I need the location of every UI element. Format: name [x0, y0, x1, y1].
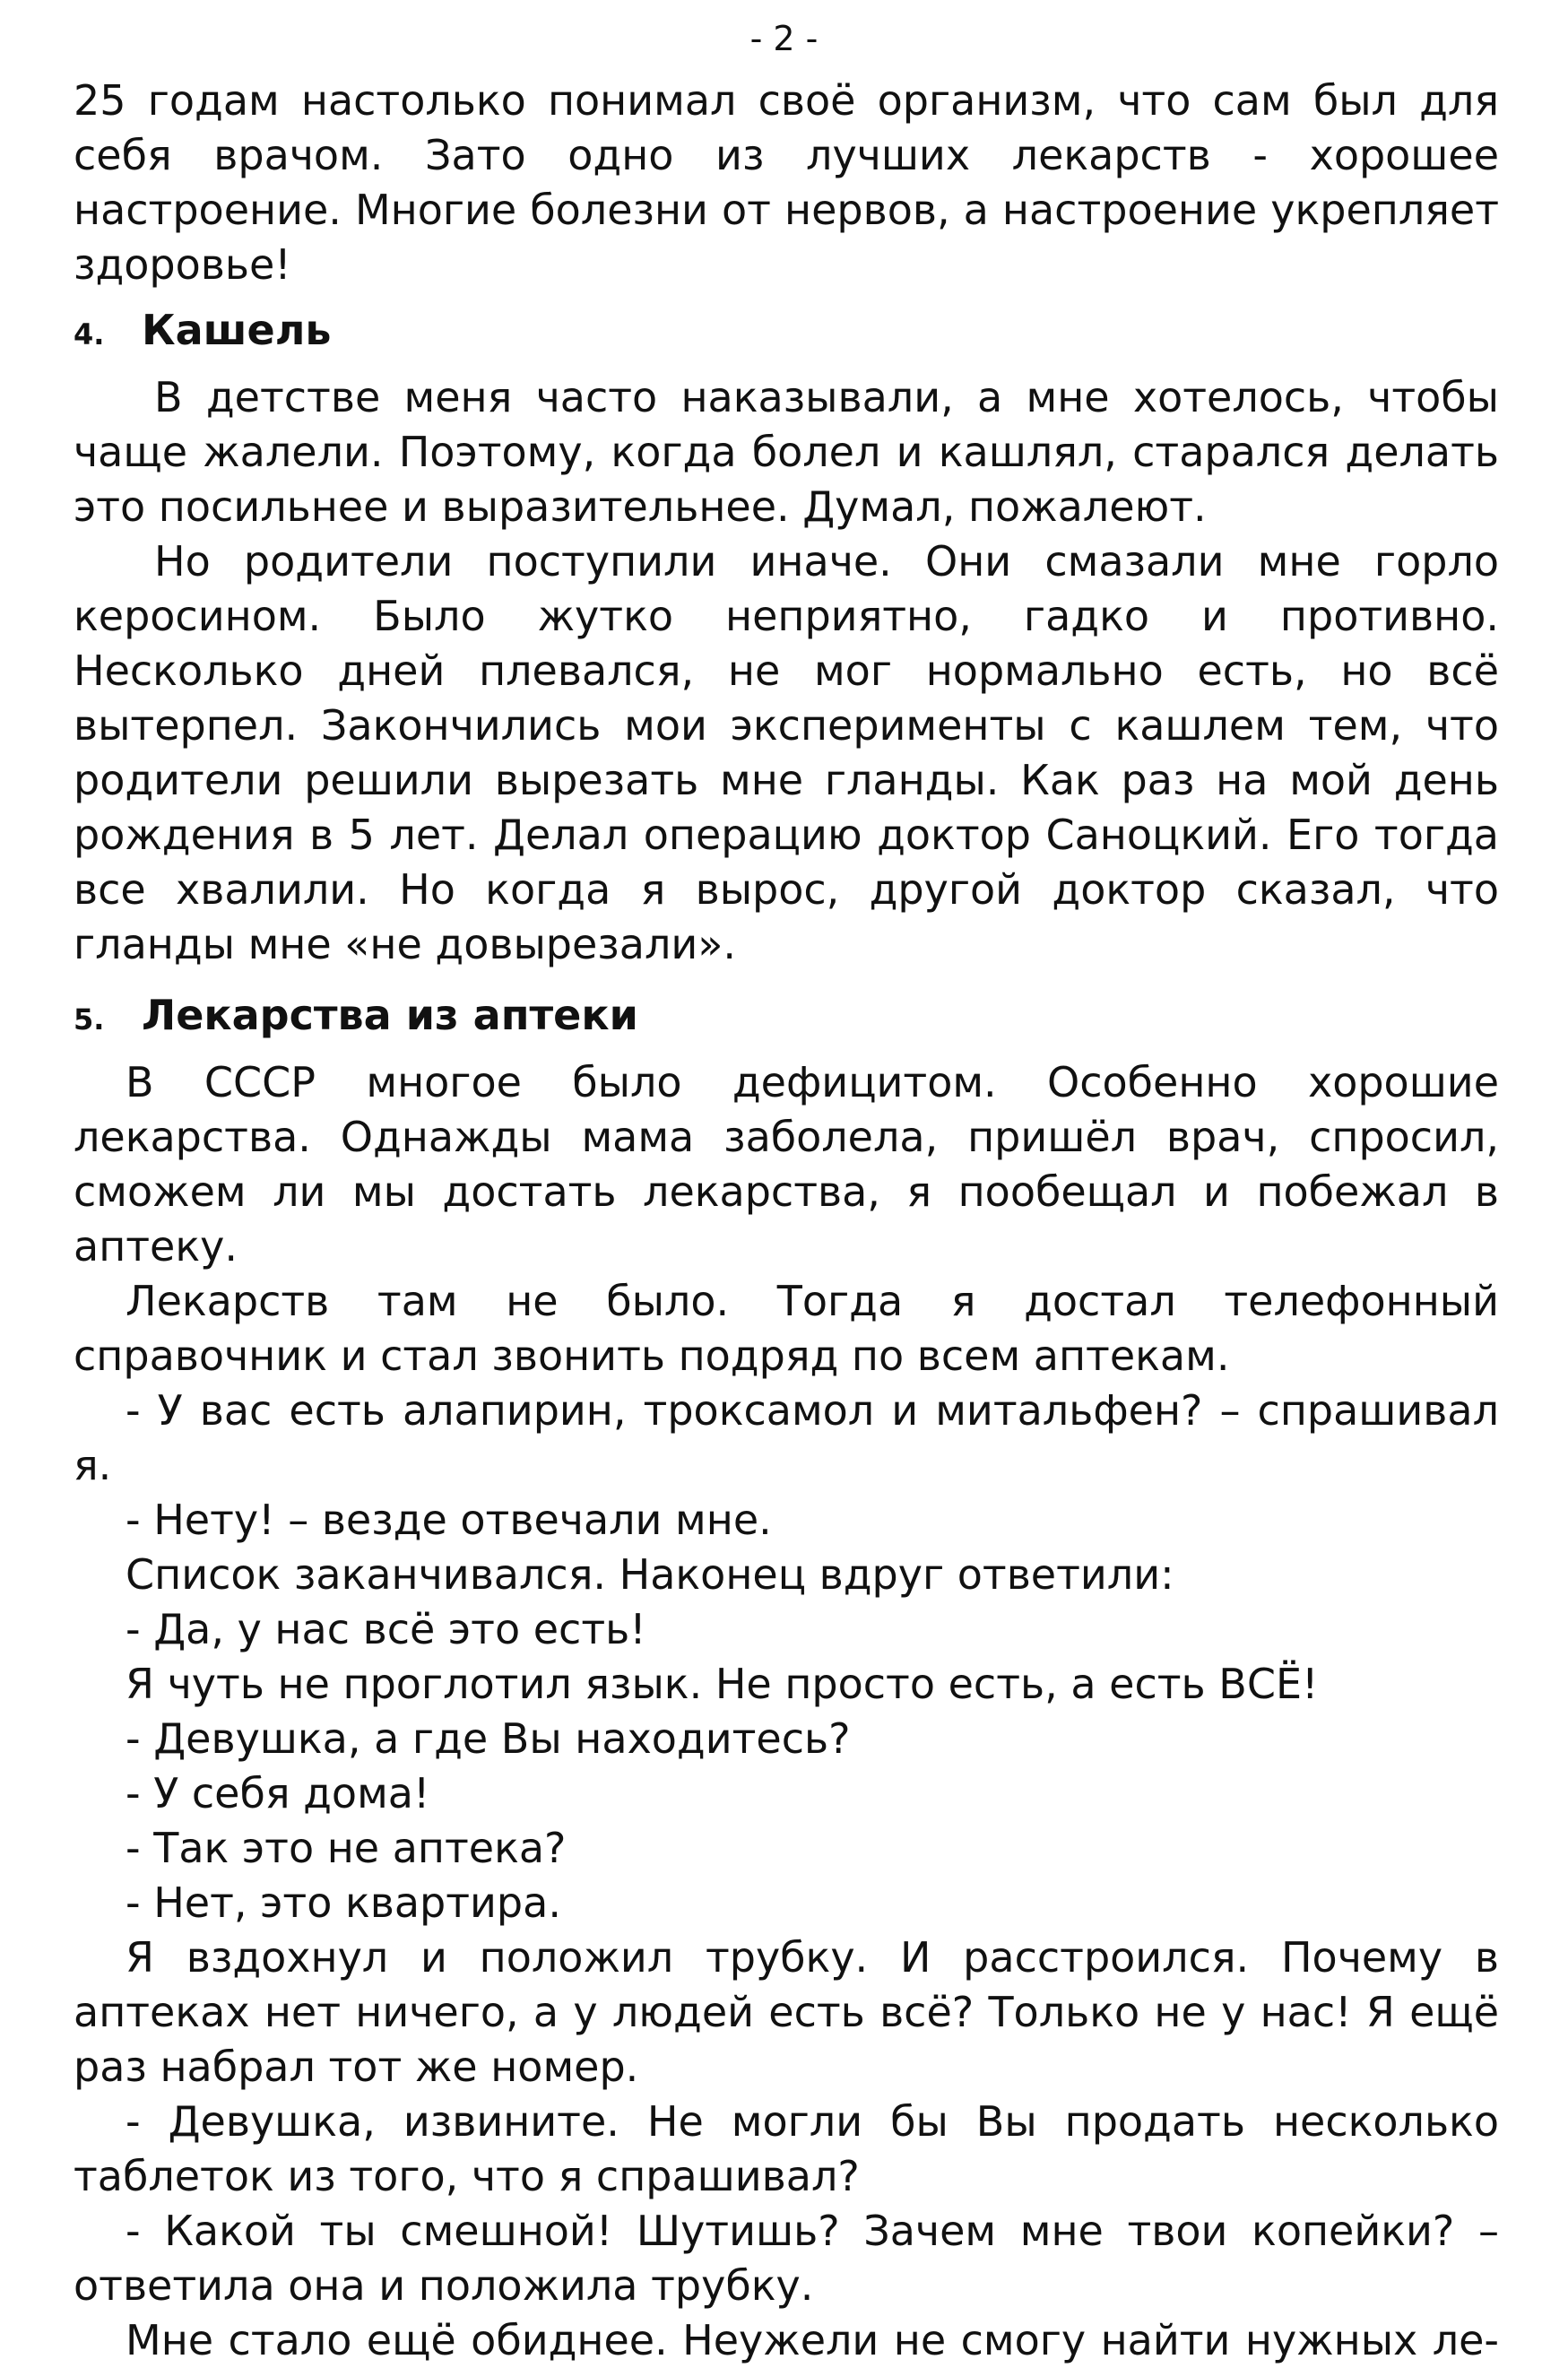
dialogue-line: - Девушка, извините. Не могли бы Вы продать несколько таблеток из того, что я спрашивал? [74, 2097, 1499, 2200]
dialogue-line: - Девушка, а где Вы находитесь? [126, 1714, 851, 1763]
paragraph: Список заканчивался. Наконец вдруг ответили: [126, 1550, 1174, 1599]
section-heading-cough [74, 301, 1499, 363]
paragraph: Но родители поступили иначе. Они смазали мне горло керосином. Было жутко неприятно, гадко и противно. Несколько дней плевался, не мог нормально есть, но всё вытерпел. Закончились мои эксперименты с кашлем тем, что родители решили вырезать мне гланды. Как раз на мой день рождения в 5 лет. Делал операцию доктор Саноцкий. Его тогда все хвалили. Но когда я вырос, другой доктор сказал, что гланды мне «не довырезали». [74, 537, 1499, 968]
paragraph: Я чуть не проглотил язык. Не просто есть, а есть ВСЁ! [126, 1660, 1319, 1708]
section-number: 4. [74, 317, 105, 351]
dialogue-line: - У вас есть алапирин, троксамол и митальфен? – спрашивал я. [74, 1386, 1499, 1489]
dialogue-line: - У себя дома! [126, 1769, 430, 1817]
section-title: Лекарства из аптеки [142, 991, 638, 1039]
dialogue-line: - Так это не аптека? [126, 1824, 567, 1872]
paragraph: В СССР многое было дефицитом. Особенно хорошие лекарства. Однажды мама заболела, пришёл врач, спросил, сможем ли мы достать лекарства, я пообещал и побежал в аптеку. [74, 1058, 1499, 1271]
paragraph: Мне стало ещё обиднее. Неужели не смогу найти нужных ле- [126, 2316, 1499, 2364]
page-content [74, 74, 1499, 2368]
paragraph: Лекарств там не было. Тогда я достал телефонный справочник и стал звонить подряд по всем аптекам. [74, 1277, 1499, 1380]
dialogue-line: - Да, у нас всё это есть! [126, 1605, 646, 1653]
section-title: Кашель [142, 306, 332, 354]
intro-paragraph: 25 годам настолько понимал своё организм, что сам был для себя врачом. Зато одно из лучших лекарств - хорошее настроение. Многие болезни от нервов, а настроение укрепляет здоровье! [74, 76, 1499, 289]
dialogue-line: - Нет, это квартира. [126, 1878, 561, 1927]
dialogue-line: - Какой ты смешной! Шутишь? Зачем мне твои копейки? – ответила она и положила трубку. [74, 2207, 1499, 2310]
section-number: 5. [74, 1002, 105, 1037]
paragraph: Я вздохнул и положил трубку. И расстроился. Почему в аптеках нет ничего, а у людей есть всё? Только не у нас! Я ещё раз набрал тот же номер. [74, 1933, 1499, 2091]
section-heading-pharmacy [74, 986, 1499, 1048]
paragraph: В детстве меня часто наказывали, а мне хотелось, чтобы чаще жалели. Поэтому, когда болел и кашлял, старался делать это посильнее и выразительнее. Думал, пожалеют. [74, 373, 1499, 531]
dialogue-line: - Нету! – везде отвечали мне. [126, 1496, 772, 1544]
page-number: - 2 - [749, 19, 819, 58]
